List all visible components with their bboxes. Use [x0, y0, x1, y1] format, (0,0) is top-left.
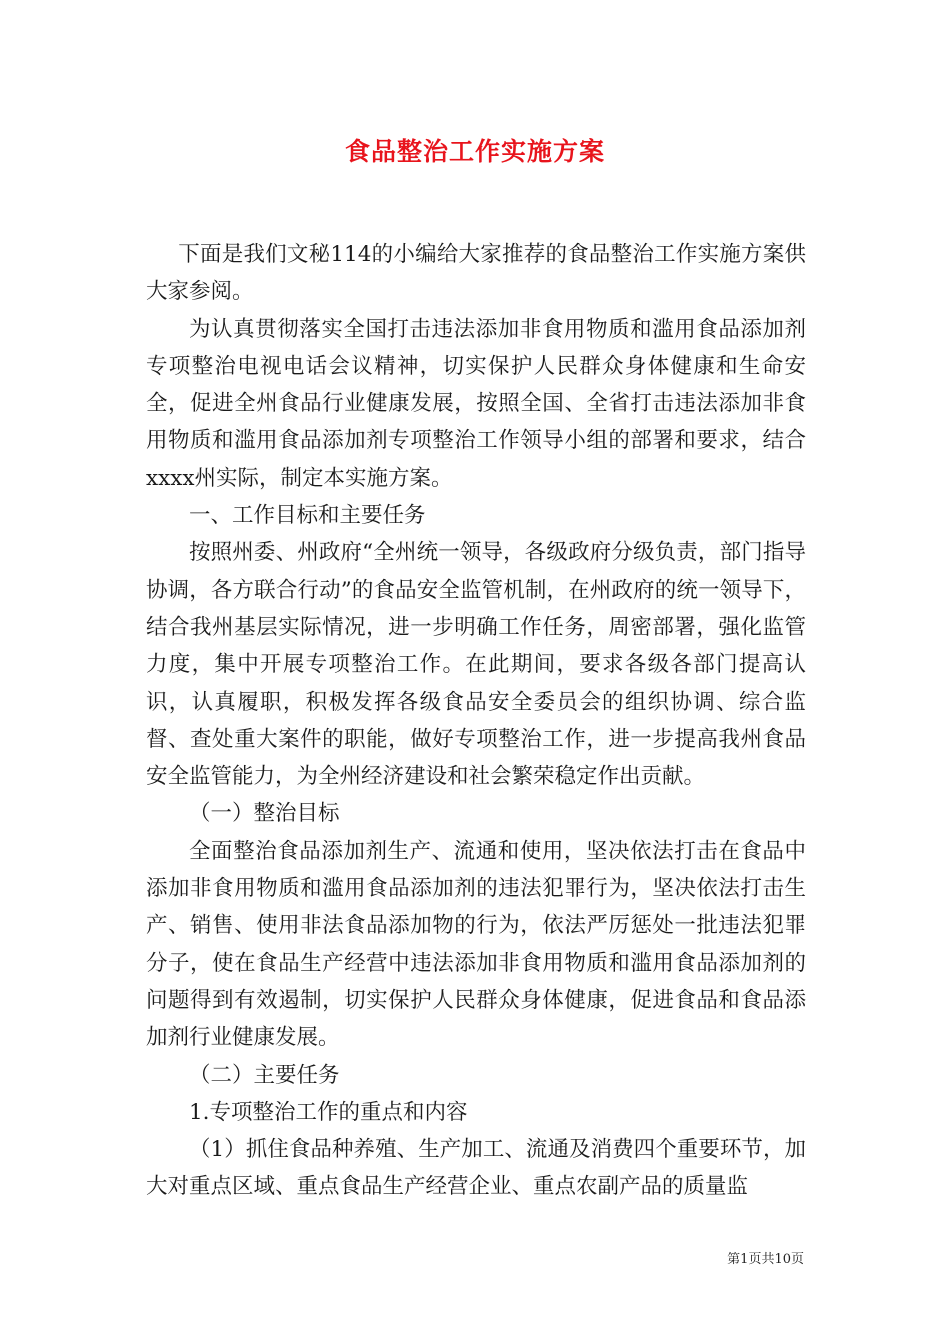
subsection-heading: （二）主要任务: [189, 1062, 340, 1088]
paragraph: （1）抓住食品种养殖、生产加工、流通及消费四个重要环节，加大对重点区域、重点食品生产经营企业、重点农副产品的质量监: [146, 1137, 806, 1200]
paragraph: 按照州委、州政府“全州统一领导，各级政府分级负责，部门指导协调，各方联合行动”的食品安全监管机制，在州政府的统一领导下，结合我州基层实际情况，进一步明确工作任务，周密部署，强化监管力度，集中开展专项整治工作。在此期间，要求各级各部门提高认识，认真履职，积极发挥各级食品安全委员会的组织协调、综合监督、查处重大案件的职能，做好专项整治工作，进一步提高我州食品安全监管能力，为全州经济建设和社会繁荣稳定作出贡献。: [146, 540, 806, 790]
paragraph: 为认真贯彻落实全国打击违法添加非食用物质和滥用食品添加剂专项整治电视电话会议精神，切实保护人民群众身体健康和生命安全，促进全州食品行业健康发展，按照全国、全省打击违法添加非食用物质和滥用食品添加剂专项整治工作领导小组的部署和要求，结合xxxx州实际，制定本实施方案。: [146, 316, 806, 491]
paragraph: 全面整治食品添加剂生产、流通和使用，坚决依法打击在食品中添加非食用物质和滥用食品添加剂的违法犯罪行为，坚决依法打击生产、销售、使用非法食品添加物的行为，依法严厉惩处一批违法犯罪分子，使在食品生产经营中违法添加非食用物质和滥用食品添加剂的问题得到有效遏制，切实保护人民群众身体健康，促进食品和食品添加剂行业健康发展。: [146, 838, 806, 1051]
item-heading: 1.专项整治工作的重点和内容: [189, 1099, 468, 1125]
paragraph-intro: 下面是我们文秘114的小编给大家推荐的食品整治工作实施方案供大家参阅。: [146, 242, 806, 305]
document-body: [146, 236, 806, 1206]
page-number: 第1页共10页: [727, 1252, 804, 1267]
section-heading: 一、工作目标和主要任务: [189, 503, 426, 529]
subsection-heading: （一）整治目标: [189, 801, 340, 827]
document-title: 食品整治工作实施方案: [344, 137, 605, 166]
